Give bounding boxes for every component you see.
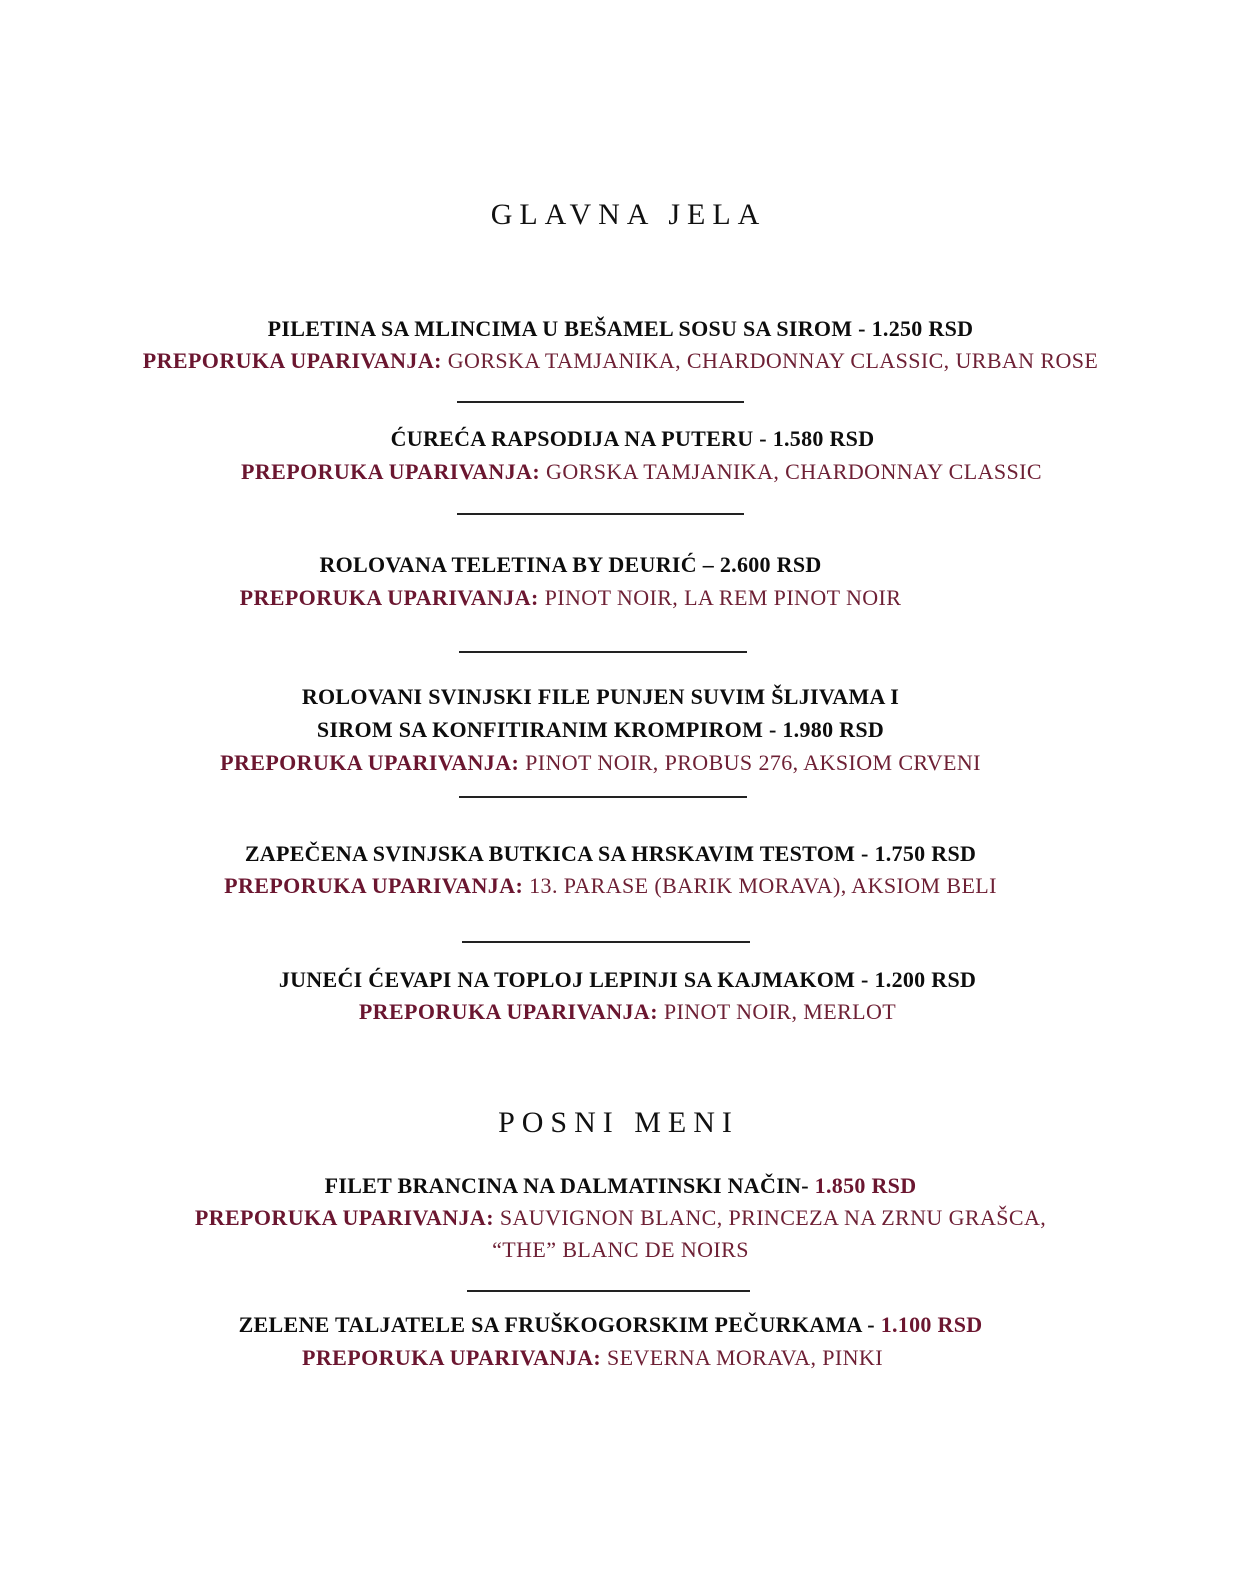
pairing-label: PREPORUKA UPARIVANJA: bbox=[239, 585, 539, 610]
dish-name: ZAPEČENA SVINJSKA BUTKICA SA HRSKAVIM TESTOM - 1.750 RSD bbox=[244, 841, 977, 866]
pairing-wines: SEVERNA MORAVA, PINKI bbox=[607, 1345, 883, 1370]
divider bbox=[459, 651, 747, 653]
pairing-wines: PINOT NOIR, LA REM PINOT NOIR bbox=[544, 585, 902, 610]
dish-name bbox=[0, 1170, 1241, 1202]
dish-name-text: FILET BRANCINA NA DALMATINSKI NAČIN- bbox=[324, 1173, 815, 1198]
dish-name bbox=[0, 1309, 1231, 1341]
divider bbox=[457, 513, 744, 515]
pairing-line bbox=[21, 456, 1241, 488]
pairing-wines: GORSKA TAMJANIKA, CHARDONNAY CLASSIC, URBAN ROSE bbox=[447, 348, 1099, 373]
pairing-label: PREPORUKA UPARIVANJA: bbox=[302, 1345, 602, 1370]
pairing-wines: 13. PARASE (BARIK MORAVA), AKSIOM BELI bbox=[529, 873, 997, 898]
pairing-label: PREPORUKA UPARIVANJA: bbox=[194, 1205, 494, 1230]
pairing-label: PREPORUKA UPARIVANJA: bbox=[241, 459, 541, 484]
pairing-wines: PINOT NOIR, PROBUS 276, AKSIOM CRVENI bbox=[525, 750, 981, 775]
pairing-label: PREPORUKA UPARIVANJA: bbox=[220, 750, 520, 775]
dish-name: JUNEĆI ĆEVAPI NA TOPLOJ LEPINJI SA KAJMAKOM - 1.200 RSD bbox=[278, 967, 977, 992]
pairing-line bbox=[0, 345, 1241, 377]
dish-price: 1.850 RSD bbox=[814, 1173, 917, 1198]
pairing-wines: GORSKA TAMJANIKA, CHARDONNAY CLASSIC bbox=[546, 459, 1042, 484]
pairing-label: PREPORUKA UPARIVANJA: bbox=[142, 348, 442, 373]
pairing-wines: SAUVIGNON BLANC, PRINCEZA NA ZRNU GRAŠCA, bbox=[499, 1205, 1047, 1230]
dish-name: ROLOVANI SVINJSKI FILE PUNJEN SUVIM ŠLJIVAMA I bbox=[301, 684, 900, 709]
pairing-line bbox=[0, 1202, 1241, 1234]
pairing-line bbox=[0, 870, 1231, 902]
pairing-line bbox=[0, 1342, 1213, 1374]
dish-price: 1.100 RSD bbox=[880, 1312, 983, 1337]
pairing-line-2 bbox=[0, 1234, 1241, 1266]
divider bbox=[457, 401, 744, 403]
pairing-line bbox=[0, 582, 1191, 614]
dish-name-text: ZELENE TALJATELE SA FRUŠKOGORSKIM PEČURKAMA - bbox=[238, 1312, 881, 1337]
pairing-line bbox=[0, 747, 1221, 779]
pairing-label: PREPORUKA UPARIVANJA: bbox=[224, 873, 524, 898]
dish-name: PILETINA SA MLINCIMA U BEŠAMEL SOSU SA SIROM - 1.250 RSD bbox=[267, 316, 974, 341]
pairing-label: PREPORUKA UPARIVANJA: bbox=[358, 999, 658, 1024]
section-title-glavna-jela: GLAVNA JELA bbox=[490, 198, 767, 231]
dish-name: ROLOVANA TELETINA BY DEURIĆ – 2.600 RSD bbox=[319, 552, 822, 577]
dish-name-line-2: SIROM SA KONFITIRANIM KROMPIROM - 1.980 RSD bbox=[316, 717, 885, 742]
divider bbox=[462, 941, 750, 943]
pairing-line bbox=[7, 996, 1241, 1028]
pairing-wines: PINOT NOIR, MERLOT bbox=[663, 999, 897, 1024]
section-title-posni-meni: POSNI MENI bbox=[498, 1106, 739, 1139]
dish-name: ĆUREĆA RAPSODIJA NA PUTERU - 1.580 RSD bbox=[390, 426, 875, 451]
pairing-wines: “THE” BLANC DE NOIRS bbox=[492, 1237, 749, 1262]
divider bbox=[459, 796, 747, 798]
divider bbox=[467, 1290, 750, 1292]
